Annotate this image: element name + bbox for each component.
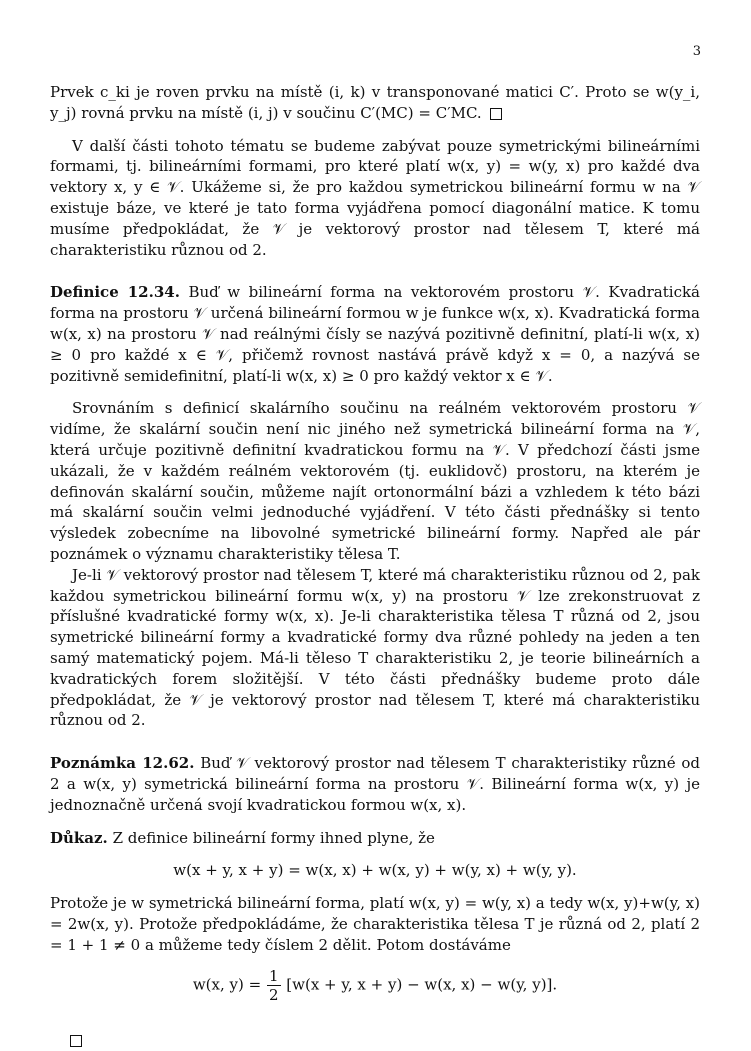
paragraph-transpose-text: Prvek c_ki je roven prvku na místě (i, k) v transponované matici C′. Proto se w(y_i, y_j) rovná prvku na místě (i, j) v součinu C′(MC) = C′MC. — [50, 83, 700, 122]
remark-block — [50, 753, 700, 815]
equation-polarization-right: [w(x + y, x + y) − w(x, x) − w(y, y)]. — [286, 975, 558, 994]
paragraph-transpose-note — [50, 82, 700, 124]
paragraph-symmetric-intro: V další části tohoto tématu se budeme zabývat pouze symetrickými bilineárními formami, tj. bilineárními formami, pro které platí w(x, y) = w(y, x) pro každé dva vektory x, y ∈ 𝒱. Ukážeme si, že pro každou symetrickou bilineární formu w na 𝒱 existuje báze, ve které je tato forma vyjádřena pomocí diagonální matice. K tomu musíme předpokládat, že 𝒱 je vektorový prostor nad tělesem T, které má charakteristiku různou od 2. — [50, 136, 700, 259]
paragraph-scalar-product: Srovnáním s definicí skalárního součinu na reálném vektorovém prostoru 𝒱 vidíme, že skalární součin není nic jiného než symetrická bilineární forma na 𝒱, která určuje pozitivně definitní kvadratickou formu na 𝒱. V předchozí části jsme ukázali, že v každém reálném vektorovém (tj. euklidovč) prostoru, na kterém je definován skalární součin, můžeme najít ortonormální bázi a vzhledem k této bázi má skalární součin velmi jednoduché vyjádření. V této části přednášky si tento výsledek zobecníme na libovolné symetrické bilineární formy. Napřed ale pár poznámek o významu charakteristiky tělesa T. — [50, 399, 700, 563]
proof-middle: Protože je w symetrická bilineární forma, platí w(x, y) = w(y, x) a tedy w(x, y)+w(y, x) = 2w(x, y). Protože předpokládáme, že charakteristika tělesa T je různá od 2, platí 2 = 1 + 1 ≠ 0 a můžeme tedy číslem 2 dělit. Potom dostáváme — [50, 894, 700, 954]
proof-end — [70, 1030, 700, 1051]
page-content — [50, 82, 700, 1051]
qed-square-icon — [490, 108, 502, 120]
remark-text: Buď 𝒱 vektorový prostor nad tělesem T charakteristiky různé od 2 a w(x, y) symetrická bilineární forma na prostoru 𝒱. Bilineární forma w(x, y) je jednoznačně určená svojí kvadratickou formou w(x, x). — [50, 754, 700, 814]
fraction-one-half — [267, 967, 281, 1004]
equation-polarization-left: w(x, y) = — [192, 975, 262, 994]
fraction-numerator: 1 — [268, 967, 279, 986]
proof-intro — [50, 828, 700, 849]
proof-intro-text: Z definice bilineární formy ihned plyne, že — [112, 828, 435, 847]
definition-block — [50, 282, 700, 386]
paragraph-characteristic: Je-li 𝒱 vektorový prostor nad tělesem T, které má charakteristiku různou od 2, pak každou symetrickou bilineární formu w(x, y) na prostoru 𝒱 lze zrekonstruovat z příslušné kvadratické formy w(x, x). Je-li charakteristika tělesa T různá od 2, jsou symetrické bilineární formy a kvadratické formy dva různé pohledy na jeden a ten samý matematický pojem. Má-li těleso T charakteristiku 2, je teorie bilineárních a kvadratických forem složitější. V této části přednášky budeme proto dále předpokládat, že 𝒱 je vektorový prostor nad tělesem T, které má charakteristiku různou od 2. — [50, 565, 700, 730]
equation-expansion: w(x + y, x + y) = w(x, x) + w(x, y) + w(y, x) + w(y, y). — [173, 861, 577, 880]
definition-heading: Definice 12.34. — [50, 283, 180, 302]
page-number: 3 — [692, 44, 701, 59]
proof-heading: Důkaz. — [50, 828, 108, 847]
qed-square-icon — [70, 1035, 82, 1047]
remark-heading: Poznámka 12.62. — [50, 754, 195, 773]
equation-polarization — [50, 967, 700, 1004]
fraction-denominator: 2 — [268, 986, 279, 1005]
definition-text: Buď w bilineární forma na vektorovém prostoru 𝒱. Kvadratická forma na prostoru 𝒱 určená bilineární formou w je funkce w(x, x). Kvadratická forma w(x, x) na prostoru 𝒱 nad reálnými čísly se nazývá pozitivně definitní, platí-li w(x, x) ≥ 0 pro každé x ∈ 𝒱, přičemž rovnost nastává právě když x = 0, a nazývá se pozitivně semidefinitní, platí-li w(x, x) ≥ 0 pro každý vektor x ∈ 𝒱. — [50, 283, 701, 385]
